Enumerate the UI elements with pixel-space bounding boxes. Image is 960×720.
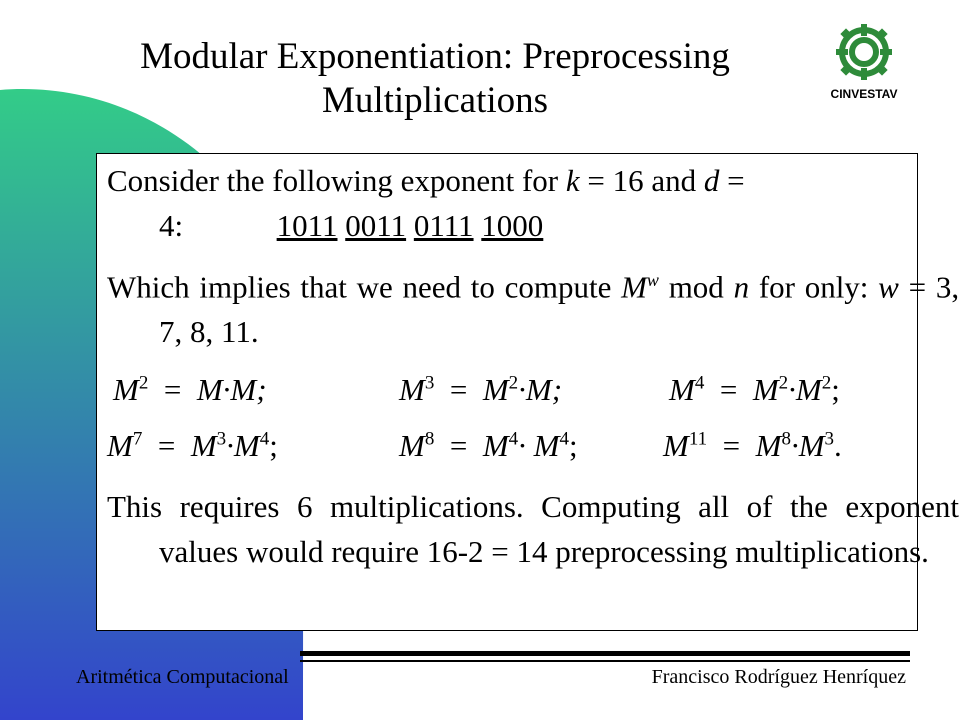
eq-rhs: M·M; xyxy=(196,372,267,407)
paragraph-implies xyxy=(107,258,959,354)
p1-eq1: = 16 and xyxy=(587,163,697,198)
bit-group: 1000 xyxy=(481,208,544,243)
exp: 3 xyxy=(424,372,435,394)
var-M: M xyxy=(621,269,647,305)
exp: 2 xyxy=(821,372,832,394)
equation-m7: $M^7 = M^3\cdot M^4$; xyxy=(107,428,278,463)
title-line-1: Modular Exponentiation: Preprocessing xyxy=(140,36,730,77)
exp: 2 xyxy=(138,372,149,394)
exp: 3 xyxy=(216,428,227,450)
exp: 4 xyxy=(694,372,705,394)
p1-four: 4: xyxy=(159,208,184,243)
equation-m3: $M^3 = M^2\cdot M$; xyxy=(399,372,563,407)
exp: 4 xyxy=(508,428,519,450)
exp: 4 xyxy=(259,428,270,450)
p1-eq2: = xyxy=(727,163,745,198)
exp: 8 xyxy=(424,428,435,450)
p2-text-b: for only: xyxy=(758,269,869,305)
bit-group: 0111 xyxy=(413,208,474,243)
exp: 7 xyxy=(132,428,143,450)
p2-values: = 3, 7, 8, 11. xyxy=(159,269,960,350)
eq-rhs: ·M; xyxy=(518,372,563,407)
equation-m8: $M^8 = M^4\cdot M^4$; xyxy=(399,428,578,463)
var-n: n xyxy=(733,269,750,305)
title-line-2: Multiplications xyxy=(321,80,549,121)
equation-m11: $M^{11} = M^8\cdot M^3$. xyxy=(663,428,842,463)
logo-text: CINVESTAV xyxy=(830,87,898,101)
var-d: d xyxy=(703,163,720,198)
exp: 4 xyxy=(559,428,569,450)
var-w-exp: w xyxy=(646,270,659,290)
equation-m2: $M^2 = M\cdot M$; xyxy=(113,372,267,407)
bit-group: 1011 xyxy=(276,208,338,243)
cinvestav-logo xyxy=(818,14,910,106)
footer-rule xyxy=(300,651,910,656)
exp: 8 xyxy=(781,428,791,450)
equation-m4: $M^4 = M^2\cdot M^2$; xyxy=(669,372,840,407)
exp: 11 xyxy=(688,428,708,450)
footer-course: Aritmética Computacional xyxy=(76,666,289,688)
exp: 2 xyxy=(508,372,519,394)
var-k: k xyxy=(565,163,580,198)
content-box xyxy=(96,153,960,631)
p2-text: Which implies that we need to compute xyxy=(107,269,612,305)
paragraph-requires: This requires 6 multiplications. Computing all of the exponent values would require 16-2 = 14 preprocessing multiplications. xyxy=(107,489,959,569)
footer-author: Francisco Rodríguez Henríquez xyxy=(651,666,906,688)
bit-group: 0011 xyxy=(345,208,407,243)
p2-mod: mod xyxy=(668,269,724,305)
slide-title xyxy=(40,35,830,123)
paragraph-exponent xyxy=(107,158,959,248)
var-w: w xyxy=(878,269,899,305)
footer-rule-thin xyxy=(300,660,910,662)
p1-text: Consider the following exponent for xyxy=(107,163,559,198)
exp: 3 xyxy=(824,428,835,450)
exp: 2 xyxy=(778,372,789,394)
